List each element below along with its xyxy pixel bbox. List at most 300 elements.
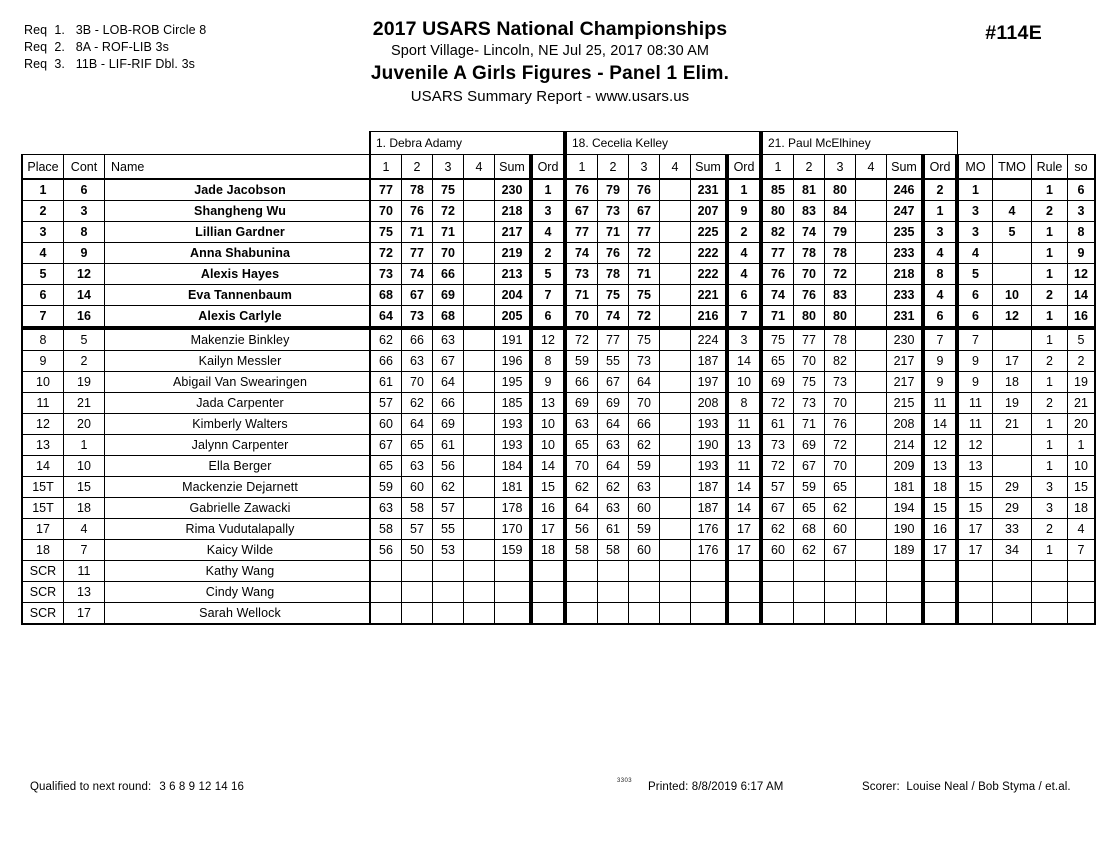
cell-judge3-score4 [856,264,887,285]
cell-judge2-score2: 74 [598,306,629,329]
cell-judge3-score3: 60 [825,519,856,540]
header-judge3-score2: 2 [794,155,825,180]
cell-place: 8 [22,328,64,351]
cell-judge1-score3: 56 [433,456,464,477]
cell-judge1-ord [531,603,565,625]
cell-contestant-number: 7 [64,540,105,561]
cell-judge1-ord: 12 [531,328,565,351]
cell-contestant-number: 15 [64,477,105,498]
cell-judge3-score1: 76 [761,264,794,285]
report-footer [0,778,1100,808]
cell-judge1-score3: 57 [433,498,464,519]
cell-judge1-ord: 7 [531,285,565,306]
cell-judge2-sum: 222 [691,243,728,264]
cell-judge1-score1: 65 [370,456,402,477]
table-row [22,222,1095,243]
cell-judge1-score1: 59 [370,477,402,498]
cell-judge3-sum: 208 [887,414,924,435]
qualified-to-next-round [30,781,244,793]
cell-judge3-sum: 209 [887,456,924,477]
cell-skater-name: Eva Tannenbaum [105,285,371,306]
cell-contestant-number: 4 [64,519,105,540]
cell-judge3-score1: 80 [761,201,794,222]
cell-judge1-sum: 213 [495,264,532,285]
cell-judge2-score1: 71 [565,285,598,306]
cell-contestant-number: 12 [64,264,105,285]
cell-judge1-score4 [464,285,495,306]
cell-judge1-score1: 72 [370,243,402,264]
cell-judge2-sum: 187 [691,477,728,498]
cell-judge2-ord: 10 [727,372,761,393]
cell-judge2-ord: 14 [727,498,761,519]
cell-judge3-score4 [856,328,887,351]
cell-judge2-score4 [660,328,691,351]
cell-judge1-score4 [464,222,495,243]
cell-judge2-score2: 64 [598,456,629,477]
cell-judge3-score3: 83 [825,285,856,306]
cell-judge2-sum: 231 [691,179,728,201]
cell-judge3-sum: 190 [887,519,924,540]
cell-judge1-score1: 75 [370,222,402,243]
cell-rule: 2 [1032,393,1068,414]
cell-judge1-score1: 77 [370,179,402,201]
cell-judge2-score3: 60 [629,498,660,519]
cell-judge2-score4 [660,561,691,582]
cell-judge3-ord: 16 [923,519,957,540]
cell-judge1-score4 [464,561,495,582]
cell-judge2-score2: 62 [598,477,629,498]
cell-judge2-sum: 197 [691,372,728,393]
cell-judge1-score3: 71 [433,222,464,243]
cell-contestant-number: 14 [64,285,105,306]
cell-judge2-sum: 176 [691,540,728,561]
cell-judge3-score4 [856,222,887,243]
cell-judge2-score1: 58 [565,540,598,561]
header-judge1-score4: 4 [464,155,495,180]
cell-tmo: 4 [993,201,1032,222]
cell-judge3-score1 [761,603,794,625]
cell-judge2-ord: 11 [727,414,761,435]
cell-judge3-ord: 9 [923,351,957,372]
cell-contestant-number: 19 [64,372,105,393]
cell-judge2-score4 [660,540,691,561]
cell-judge1-score1: 61 [370,372,402,393]
cell-judge2-score3: 75 [629,285,660,306]
cell-judge2-score2 [598,603,629,625]
cell-so: 19 [1068,372,1096,393]
cell-judge3-score4 [856,393,887,414]
header-judge1-sum: Sum [495,155,532,180]
cell-tmo: 34 [993,540,1032,561]
cell-judge1-score2 [402,603,433,625]
cell-judge2-score3: 72 [629,306,660,329]
cell-judge1-score1 [370,561,402,582]
cell-judge3-ord [923,582,957,603]
cell-judge2-sum: 222 [691,264,728,285]
cell-judge3-score3: 84 [825,201,856,222]
cell-judge2-score2: 78 [598,264,629,285]
cell-judge1-ord: 18 [531,540,565,561]
header-rule: Rule [1032,155,1068,180]
cell-contestant-number: 13 [64,582,105,603]
cell-judge1-sum: 219 [495,243,532,264]
cell-skater-name: Ella Berger [105,456,371,477]
cell-judge1-score3: 70 [433,243,464,264]
cell-judge2-score4 [660,243,691,264]
requirement-line-3: Req 3. 11B - LIF-RIF Dbl. 3s [24,57,195,71]
cell-judge1-sum: 191 [495,328,532,351]
cell-so: 8 [1068,222,1096,243]
table-row [22,351,1095,372]
cell-mo: 11 [957,393,993,414]
cell-judge3-score4 [856,306,887,329]
cell-skater-name: Jade Jacobson [105,179,371,201]
cell-judge1-score3: 62 [433,477,464,498]
cell-judge2-sum: 207 [691,201,728,222]
cell-judge1-score1: 70 [370,201,402,222]
cell-judge1-score4 [464,264,495,285]
cell-judge3-ord: 2 [923,179,957,201]
cell-judge3-score2: 73 [794,393,825,414]
cell-rule: 1 [1032,328,1068,351]
cell-judge2-ord: 13 [727,435,761,456]
cell-judge2-sum: 193 [691,456,728,477]
cell-judge3-score4 [856,582,887,603]
cell-judge2-score4 [660,435,691,456]
cell-judge2-score4 [660,351,691,372]
cell-judge2-score2: 64 [598,414,629,435]
cell-judge2-ord: 1 [727,179,761,201]
cell-judge2-score1: 69 [565,393,598,414]
requirement-line-2: Req 2. 8A - ROF-LIB 3s [24,40,169,54]
cell-judge2-score1: 74 [565,243,598,264]
cell-judge2-score3: 72 [629,243,660,264]
table-row [22,582,1095,603]
print-code: 3303 [617,778,632,784]
cell-judge1-score2: 71 [402,222,433,243]
cell-skater-name: Alexis Hayes [105,264,371,285]
cell-judge3-score2: 83 [794,201,825,222]
cell-judge3-ord: 1 [923,201,957,222]
cell-skater-name: Sarah Wellock [105,603,371,625]
cell-contestant-number: 18 [64,498,105,519]
cell-judge1-sum: 230 [495,179,532,201]
cell-judge2-ord: 6 [727,285,761,306]
cell-judge3-score1: 69 [761,372,794,393]
cell-judge1-sum: 204 [495,285,532,306]
cell-rule: 1 [1032,540,1068,561]
cell-judge3-sum: 194 [887,498,924,519]
cell-judge2-sum [691,582,728,603]
cell-judge2-score1: 59 [565,351,598,372]
cell-judge3-score4 [856,201,887,222]
cell-judge3-sum: 233 [887,285,924,306]
cell-judge3-score3: 79 [825,222,856,243]
event-number: #114E [985,22,1042,44]
cell-judge1-score1: 57 [370,393,402,414]
cell-judge1-score2: 66 [402,328,433,351]
cell-judge1-sum: 181 [495,477,532,498]
cell-mo [957,582,993,603]
cell-tmo [993,435,1032,456]
cell-rule: 1 [1032,243,1068,264]
cell-judge2-sum: 221 [691,285,728,306]
cell-judge1-score1: 58 [370,519,402,540]
cell-judge1-score3: 75 [433,179,464,201]
cell-judge1-score2: 74 [402,264,433,285]
cell-judge1-ord: 16 [531,498,565,519]
cell-judge3-score4 [856,603,887,625]
cell-rule: 1 [1032,306,1068,329]
cell-judge3-score3: 78 [825,328,856,351]
cell-judge2-ord: 4 [727,264,761,285]
cell-judge2-ord: 3 [727,328,761,351]
cell-judge3-score3 [825,603,856,625]
cell-judge3-ord: 18 [923,477,957,498]
cell-tmo: 29 [993,498,1032,519]
cell-place: 3 [22,222,64,243]
cell-judge1-score1 [370,582,402,603]
cell-judge2-score1: 73 [565,264,598,285]
cell-rule [1032,561,1068,582]
cell-judge2-score1 [565,582,598,603]
cell-judge2-score1: 65 [565,435,598,456]
cell-judge2-score3: 70 [629,393,660,414]
cell-judge2-sum: 176 [691,519,728,540]
cell-judge3-score3: 72 [825,264,856,285]
header-judge1-ord: Ord [531,155,565,180]
cell-judge3-score2 [794,603,825,625]
cell-judge2-score3: 62 [629,435,660,456]
judge-header-spacer [22,132,370,155]
cell-judge3-sum: 247 [887,201,924,222]
cell-judge3-score3 [825,561,856,582]
cell-mo: 13 [957,456,993,477]
column-header-row [22,155,1095,180]
cell-judge3-score1: 85 [761,179,794,201]
cell-contestant-number: 1 [64,435,105,456]
cell-judge1-ord [531,582,565,603]
cell-tmo [993,243,1032,264]
cell-judge2-ord [727,603,761,625]
cell-so: 20 [1068,414,1096,435]
cell-judge3-score2: 70 [794,351,825,372]
cell-judge1-score2: 73 [402,306,433,329]
cell-so: 15 [1068,477,1096,498]
cell-judge1-sum: 159 [495,540,532,561]
cell-judge1-score2: 62 [402,393,433,414]
cell-judge3-score1: 77 [761,243,794,264]
cell-judge3-score4 [856,540,887,561]
cell-judge1-score2 [402,561,433,582]
event-division-title: Juvenile A Girls Figures - Panel 1 Elim. [370,63,730,84]
cell-tmo [993,603,1032,625]
cell-judge1-score2: 63 [402,351,433,372]
cell-judge2-score4 [660,222,691,243]
cell-skater-name: Rima Vudutalapally [105,519,371,540]
cell-judge1-sum: 178 [495,498,532,519]
cell-judge3-score4 [856,414,887,435]
cell-judge1-score4 [464,477,495,498]
cell-judge3-score1: 61 [761,414,794,435]
cell-place: 15T [22,498,64,519]
cell-tmo: 12 [993,306,1032,329]
cell-judge2-score4 [660,414,691,435]
cell-contestant-number: 2 [64,351,105,372]
cell-so [1068,561,1096,582]
cell-judge2-score4 [660,201,691,222]
cell-judge2-score3: 59 [629,519,660,540]
cell-judge1-sum: 217 [495,222,532,243]
header-judge3-ord: Ord [923,155,957,180]
cell-judge2-score4 [660,285,691,306]
cell-judge1-score3: 67 [433,351,464,372]
table-row [22,243,1095,264]
cell-mo: 11 [957,414,993,435]
cell-judge3-score2 [794,582,825,603]
cell-judge2-score4 [660,372,691,393]
cell-judge2-score2: 73 [598,201,629,222]
cell-judge3-sum: 217 [887,372,924,393]
cell-judge2-score4 [660,477,691,498]
cell-contestant-number: 17 [64,603,105,625]
cell-judge2-sum: 190 [691,435,728,456]
cell-judge2-score4 [660,519,691,540]
cell-judge1-sum [495,582,532,603]
cell-judge2-score2: 71 [598,222,629,243]
cell-judge1-score4 [464,498,495,519]
cell-skater-name: Alexis Carlyle [105,306,371,329]
cell-so: 3 [1068,201,1096,222]
cell-judge2-ord: 17 [727,540,761,561]
cell-judge1-sum: 205 [495,306,532,329]
cell-judge3-ord [923,561,957,582]
cell-judge2-sum: 224 [691,328,728,351]
cell-judge3-score2: 80 [794,306,825,329]
cell-judge1-score2: 58 [402,498,433,519]
cell-judge3-score1: 60 [761,540,794,561]
cell-judge3-score4 [856,179,887,201]
cell-judge2-score2 [598,561,629,582]
header-judge1-score2: 2 [402,155,433,180]
cell-judge2-score2: 67 [598,372,629,393]
cell-rule [1032,582,1068,603]
cell-mo: 3 [957,201,993,222]
header-place: Place [22,155,64,180]
judge-name-1: 1. Debra Adamy [370,132,565,155]
cell-judge3-ord: 4 [923,285,957,306]
header-judge1-score1: 1 [370,155,402,180]
cell-skater-name: Kaicy Wilde [105,540,371,561]
cell-so: 21 [1068,393,1096,414]
cell-judge1-sum [495,561,532,582]
cell-judge3-sum: 217 [887,351,924,372]
cell-judge1-score1: 67 [370,435,402,456]
cell-judge2-score3 [629,603,660,625]
cell-judge2-ord [727,561,761,582]
cell-skater-name: Jada Carpenter [105,393,371,414]
cell-judge1-score3: 63 [433,328,464,351]
cell-judge2-score3 [629,582,660,603]
cell-judge3-score3: 78 [825,243,856,264]
cell-mo: 6 [957,285,993,306]
cell-place: 10 [22,372,64,393]
cell-judge1-ord: 15 [531,477,565,498]
cell-judge2-sum: 193 [691,414,728,435]
cell-mo [957,561,993,582]
cell-judge1-score2: 63 [402,456,433,477]
cell-contestant-number: 8 [64,222,105,243]
cell-judge1-sum: 170 [495,519,532,540]
cell-judge3-score2: 62 [794,540,825,561]
cell-rule: 1 [1032,372,1068,393]
cell-judge1-ord [531,561,565,582]
cell-skater-name: Mackenzie Dejarnett [105,477,371,498]
cell-judge3-ord: 3 [923,222,957,243]
cell-judge1-score2: 57 [402,519,433,540]
cell-judge2-sum: 187 [691,351,728,372]
cell-judge1-score2: 78 [402,179,433,201]
cell-mo: 1 [957,179,993,201]
cell-judge2-score4 [660,306,691,329]
cell-skater-name: Anna Shabunina [105,243,371,264]
cell-judge2-score3: 76 [629,179,660,201]
table-row [22,477,1095,498]
cell-judge3-score2: 78 [794,243,825,264]
cell-judge3-score3: 80 [825,179,856,201]
cell-tmo [993,328,1032,351]
cell-judge3-score1 [761,561,794,582]
cell-judge3-ord: 8 [923,264,957,285]
header-judge2-ord: Ord [727,155,761,180]
cell-so: 12 [1068,264,1096,285]
event-venue-datetime: Sport Village- Lincoln, NE Jul 25, 2017 08:30 AM [390,43,710,59]
cell-judge2-score1: 66 [565,372,598,393]
cell-judge2-score2: 55 [598,351,629,372]
cell-judge1-score2: 60 [402,477,433,498]
cell-tmo: 19 [993,393,1032,414]
cell-tmo: 21 [993,414,1032,435]
cell-contestant-number: 20 [64,414,105,435]
cell-judge3-sum: 215 [887,393,924,414]
cell-judge1-score4 [464,603,495,625]
requirement-line-1: Req 1. 3B - LOB-ROB Circle 8 [24,23,207,37]
cell-tmo: 5 [993,222,1032,243]
cell-judge3-score1: 72 [761,393,794,414]
cell-judge1-ord: 5 [531,264,565,285]
table-row [22,306,1095,329]
cell-rule: 2 [1032,351,1068,372]
cell-judge2-score3: 59 [629,456,660,477]
table-row [22,285,1095,306]
cell-judge3-score2: 77 [794,328,825,351]
cell-skater-name: Cindy Wang [105,582,371,603]
cell-judge1-score4 [464,328,495,351]
cell-judge2-score1 [565,603,598,625]
cell-judge3-score1: 71 [761,306,794,329]
cell-judge3-sum: 233 [887,243,924,264]
cell-judge3-score1: 67 [761,498,794,519]
cell-judge1-ord: 10 [531,414,565,435]
cell-rule: 1 [1032,179,1068,201]
cell-place: 9 [22,351,64,372]
cell-contestant-number: 5 [64,328,105,351]
cell-so: 1 [1068,435,1096,456]
cell-place: 6 [22,285,64,306]
cell-judge3-sum: 218 [887,264,924,285]
cell-judge1-score1: 64 [370,306,402,329]
cell-judge2-ord [727,582,761,603]
